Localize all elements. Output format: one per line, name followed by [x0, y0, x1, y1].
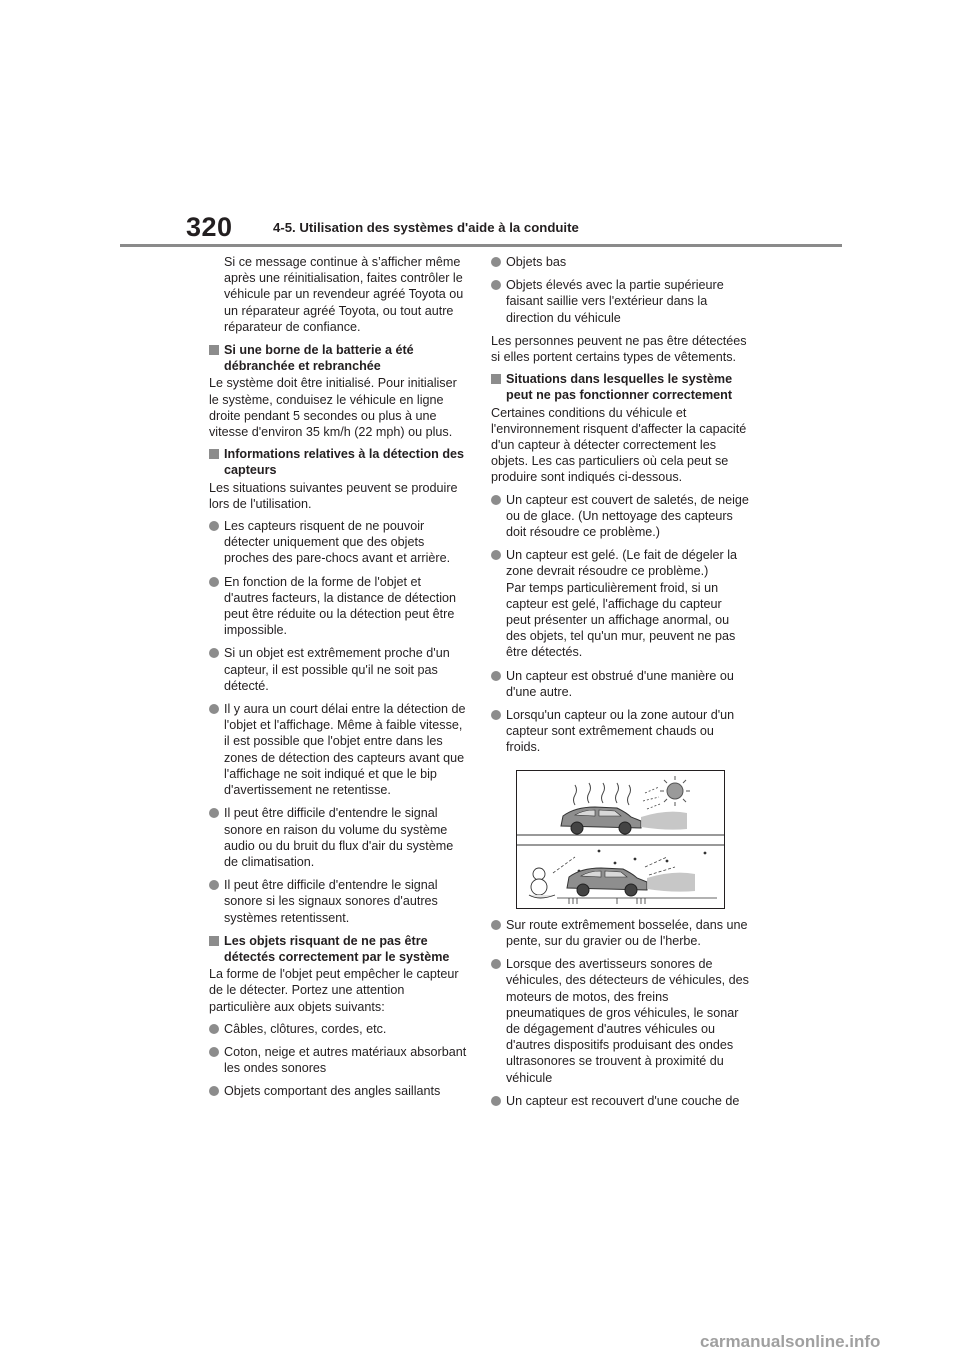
list-item: [491, 668, 749, 700]
circle-bullet-icon: [209, 648, 219, 658]
circle-bullet-icon: [209, 577, 219, 587]
circle-bullet-icon: [491, 920, 501, 930]
list-item-text: Un capteur est couvert de saletés, de neige ou de glace. (Un nettoyage des capteurs doit résoudre ce problème.): [506, 492, 749, 540]
circle-bullet-icon: [491, 495, 501, 505]
list-item: [209, 805, 467, 870]
hot-cold-sensor-illustration: [516, 770, 725, 909]
list-item-text: En fonction de la forme de l'objet et d'autres facteurs, la distance de détection peut être réduite ou la détection peut être impossible.: [224, 574, 457, 638]
situations-heading: [491, 371, 749, 403]
list-item-text: Les capteurs risquent de ne pouvoir détecter uniquement que des objets proches des pare-chocs avant et arrière.: [224, 519, 451, 566]
list-item-text: Câbles, clôtures, cordes, etc.: [224, 1021, 387, 1036]
situations-heading-text: Situations dans lesquelles le système peut ne pas fonctionner correctement: [506, 372, 733, 403]
list-item: [209, 1021, 467, 1037]
circle-bullet-icon: [209, 704, 219, 714]
circle-bullet-icon: [491, 550, 501, 560]
circle-bullet-icon: [491, 671, 501, 681]
circle-bullet-icon: [209, 1086, 219, 1096]
info-heading-text: Informations relatives à la détection des capteurs: [224, 447, 465, 478]
list-item: [491, 547, 749, 660]
circle-bullet-icon: [491, 710, 501, 720]
info-heading: [209, 446, 467, 478]
list-item-text: Il peut être difficile d'entendre le signal sonore si les signaux sonores d'autres systèmes retentissent.: [224, 878, 438, 925]
circle-bullet-icon: [209, 521, 219, 531]
circle-bullet-icon: [209, 880, 219, 890]
hot-cold-illustration-svg: [517, 771, 724, 908]
left-column: [209, 254, 467, 1107]
list-item-text: Sur route extrêmement bosselée, dans une pente, sur du gravier ou de l'herbe.: [506, 917, 748, 948]
objects-heading: [209, 933, 467, 965]
list-item: [209, 574, 467, 639]
heat-wave-icon: [574, 783, 631, 805]
situations-text: Certaines conditions du véhicule et l'environnement risquent d'affecter la capacité d'un capteur à détecter correctement les objets. Les cas particuliers où cela peut se produire sont indiqués ci-dessous.: [491, 405, 747, 485]
square-bullet-icon: [209, 936, 219, 946]
list-item-text: Un capteur est obstrué d'une manière ou d'une autre.: [506, 668, 734, 699]
battery-heading: [209, 342, 467, 374]
section-title: 4-5. Utilisation des systèmes d'aide à la conduite: [273, 220, 579, 235]
objects-text: La forme de l'objet peut empêcher le capteur de le détecter. Portez une attention particulière aux objets suivants:: [209, 967, 459, 1014]
list-item-text: Objets élevés avec la partie supérieure faisant saillie vers l'extérieur dans la direction du véhicule: [506, 278, 724, 325]
circle-bullet-icon: [491, 257, 501, 267]
square-bullet-icon: [209, 345, 219, 355]
list-item: [491, 956, 749, 1086]
car-icon: [567, 868, 695, 896]
list-item: [491, 277, 749, 326]
list-item-text: Objets bas: [506, 255, 567, 269]
circle-bullet-icon: [209, 1047, 219, 1057]
battery-text: Le système doit être initialisé. Pour initialiser le système, conduisez le véhicule en ligne droite pendant 5 secondes ou plus à une vitesse d'environ 35 km/h (22 mph) ou plus.: [209, 376, 457, 440]
list-item-text: Coton, neige et autres matériaux absorbant les ondes sonores: [224, 1044, 467, 1076]
list-item: [491, 707, 749, 756]
battery-heading-text: Si une borne de la batterie a été débranchée et rebranchée: [224, 343, 414, 374]
list-item: [491, 1093, 749, 1109]
circle-bullet-icon: [491, 280, 501, 290]
list-item: [209, 1083, 467, 1099]
circle-bullet-icon: [209, 1024, 219, 1034]
list-item: [209, 518, 467, 567]
list-item: [491, 254, 749, 270]
list-item: [209, 701, 467, 798]
list-item: [209, 877, 467, 926]
car-icon: [561, 807, 687, 834]
header-rule: [120, 244, 842, 247]
list-item: [491, 492, 749, 541]
circle-bullet-icon: [209, 808, 219, 818]
people-note: Les personnes peuvent ne pas être détectées si elles portent certains types de vêtements.: [491, 333, 747, 365]
intro-paragraph: Si ce message continue à s’afficher même après une réinitialisation, faites contrôler le véhicule par un revendeur agréé Toyota ou un réparateur agréé Toyota, ou tout autre réparateur de confiance.: [224, 255, 464, 334]
circle-bullet-icon: [491, 1096, 501, 1106]
info-text: Les situations suivantes peuvent se produire lors de l'utilisation.: [209, 480, 458, 511]
page-number: 320: [186, 212, 233, 242]
objects-heading-text: Les objets risquant de ne pas être détectés correctement par le système: [224, 933, 450, 964]
list-item-text: Il y aura un court délai entre la détection de l'objet et l'affichage. Même à faible vitesse, il est possible que l'objet entre dans les zones de détection des capteurs avant que l'affichage ne soit indiqué et que le bip d'avertissement ne retentisse.: [224, 702, 466, 798]
list-item-text: Si un objet est extrêmement proche d'un capteur, il est possible qu'il ne soit pas détecté.: [224, 646, 450, 693]
snowman-icon: [529, 868, 555, 898]
right-column: [491, 254, 749, 1116]
list-item-text: Lorsque des avertisseurs sonores de véhicules, des détecteurs de véhicules, des moteurs de motos, des freins pneumatiques de gros véhicules, le sonar de dégagement d'autres véhicules ou d'autres dispositifs produisant des ondes ultrasonores se trouvent à proximité du véhicule: [506, 957, 749, 1085]
list-item: [209, 645, 467, 694]
list-item-text: Un capteur est recouvert d'une couche de: [506, 1093, 740, 1108]
list-item-text: Un capteur est gelé. (Le fait de dégeler la zone devrait résoudre ce problème.) Par temps particulièrement froid, si un capteur est gelé, l'affichage du capteur peut présenter un affichage anormal, ou des objets, tel qu'un mur, peuvent ne pas être détectés.: [506, 548, 738, 660]
square-bullet-icon: [209, 449, 219, 459]
square-bullet-icon: [491, 374, 501, 384]
watermark: carmanualsonline.info: [700, 1332, 881, 1351]
list-item-text: Il peut être difficile d'entendre le signal sonore en raison du volume du système audio ou du bruit du flux d'air du système de climatisation.: [224, 806, 454, 869]
circle-bullet-icon: [491, 959, 501, 969]
list-item: [209, 1044, 467, 1076]
sun-icon: [660, 776, 690, 806]
list-item-text: Lorsqu'un capteur ou la zone autour d'un capteur sont extrêmement chauds ou froids.: [506, 708, 735, 755]
list-item-text: Objets comportant des angles saillants: [224, 1084, 441, 1099]
list-item: [491, 917, 749, 949]
